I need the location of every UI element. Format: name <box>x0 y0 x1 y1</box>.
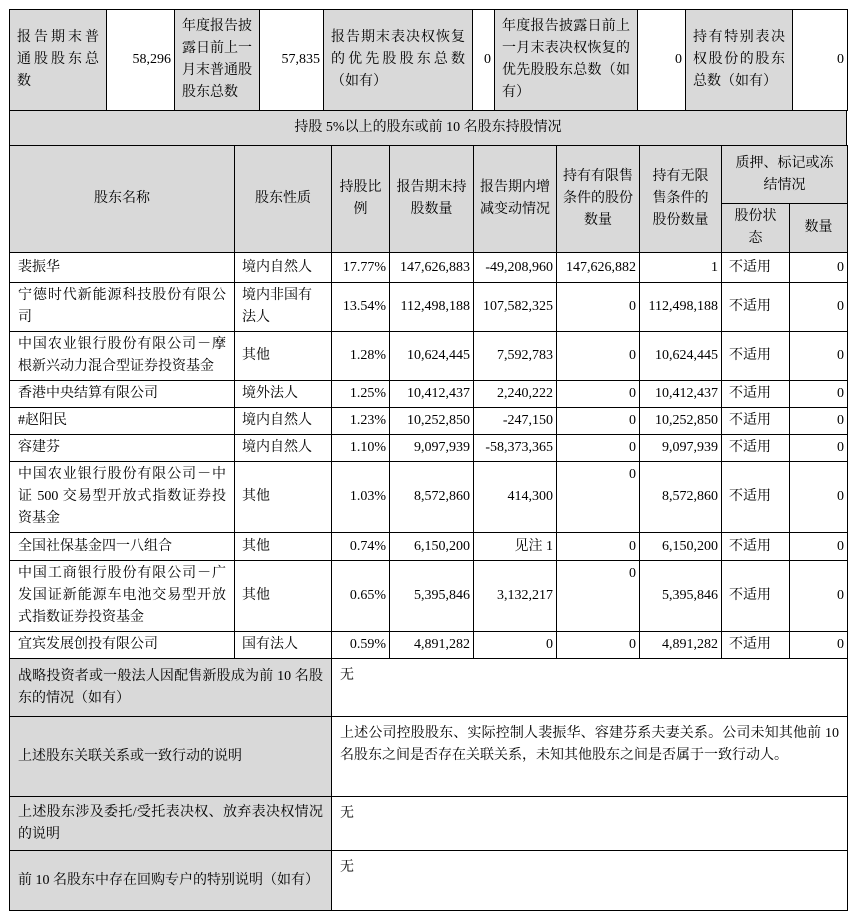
shares-end: 4,891,282 <box>390 632 474 659</box>
pledge-status: 不适用 <box>722 533 790 561</box>
unrestricted-shares: 10,624,445 <box>640 332 722 381</box>
change: 414,300 <box>474 462 557 533</box>
shareholder-name: 中国农业银行股份有限公司－摩根新兴动力混合型证券投资基金 <box>10 332 235 381</box>
holding-ratio: 1.03% <box>332 462 390 533</box>
unrestricted-shares: 4,891,282 <box>640 632 722 659</box>
prior-month-preferred-value: 0 <box>638 10 686 111</box>
header-change: 报告期内增减变动情况 <box>474 146 557 253</box>
pledge-qty: 0 <box>790 253 848 283</box>
unrestricted-shares: 9,097,939 <box>640 435 722 462</box>
restricted-shares: 0 <box>557 533 640 561</box>
related-party-note-value: 上述公司控股股东、实际控制人裴振华、容建芬系夫妻关系。公司未知其他前 10 名股东之间是否存在关联关系，未知其他股东之间是否属于一致行动人。 <box>332 717 848 797</box>
table-row <box>10 632 848 659</box>
holding-ratio: 1.23% <box>332 408 390 435</box>
table-row <box>10 408 848 435</box>
shareholder-report-section <box>9 9 847 911</box>
holding-ratio: 1.28% <box>332 332 390 381</box>
ordinary-shareholders-value: 58,296 <box>107 10 175 111</box>
unrestricted-shares: 112,498,188 <box>640 283 722 332</box>
restricted-shares: 0 <box>557 561 640 632</box>
unrestricted-shares: 8,572,860 <box>640 462 722 533</box>
header-pledge-qty: 数量 <box>790 204 848 253</box>
pledge-qty: 0 <box>790 283 848 332</box>
shareholder-name: #赵阳民 <box>10 408 235 435</box>
pledge-qty: 0 <box>790 408 848 435</box>
pledge-status: 不适用 <box>722 283 790 332</box>
shares-end: 9,097,939 <box>390 435 474 462</box>
prior-month-shareholders-label: 年度报告披露日前上一月末普通股股东总数 <box>175 10 260 111</box>
header-unrestricted-shares: 持有无限售条件的股份数量 <box>640 146 722 253</box>
pledge-qty: 0 <box>790 332 848 381</box>
change: 107,582,325 <box>474 283 557 332</box>
shares-end: 6,150,200 <box>390 533 474 561</box>
prior-month-preferred-label: 年度报告披露日前上一月末表决权恢复的优先股股东总数（如有） <box>495 10 638 111</box>
pledge-status: 不适用 <box>722 253 790 283</box>
pledge-status: 不适用 <box>722 632 790 659</box>
holding-ratio: 17.77% <box>332 253 390 283</box>
buyback-account-note-value: 无 <box>332 851 848 911</box>
shareholder-nature: 其他 <box>235 462 332 533</box>
shareholder-name: 宜宾发展创投有限公司 <box>10 632 235 659</box>
shares-end: 10,412,437 <box>390 381 474 408</box>
restricted-shares: 0 <box>557 332 640 381</box>
header-pledge-status: 股份状态 <box>722 204 790 253</box>
shareholder-nature: 国有法人 <box>235 632 332 659</box>
pledge-qty: 0 <box>790 632 848 659</box>
restricted-shares: 0 <box>557 462 640 533</box>
shareholder-nature: 境内自然人 <box>235 408 332 435</box>
preferred-shareholders-label: 报告期末表决权恢复的优先股股东总数（如有） <box>324 10 473 111</box>
shareholder-summary-table <box>9 9 848 111</box>
pledge-status: 不适用 <box>722 561 790 632</box>
unrestricted-shares: 5,395,846 <box>640 561 722 632</box>
table-row <box>10 253 848 283</box>
holding-ratio: 0.59% <box>332 632 390 659</box>
prior-month-shareholders-value: 57,835 <box>260 10 324 111</box>
table-row <box>10 462 848 533</box>
shareholder-name: 香港中央结算有限公司 <box>10 381 235 408</box>
preferred-shareholders-value: 0 <box>473 10 495 111</box>
shareholder-nature: 境内自然人 <box>235 435 332 462</box>
note-row <box>10 797 848 851</box>
pledge-qty: 0 <box>790 462 848 533</box>
holding-ratio: 0.65% <box>332 561 390 632</box>
change: 2,240,222 <box>474 381 557 408</box>
restricted-shares: 0 <box>557 435 640 462</box>
strategic-investor-note-label: 战略投资者或一般法人因配售新股成为前 10 名股东的情况（如有） <box>10 659 332 717</box>
holding-ratio: 13.54% <box>332 283 390 332</box>
top-shareholders-table <box>9 145 848 659</box>
unrestricted-shares: 6,150,200 <box>640 533 722 561</box>
header-holding-ratio: 持股比例 <box>332 146 390 253</box>
shareholder-name: 容建芬 <box>10 435 235 462</box>
pledge-qty: 0 <box>790 561 848 632</box>
restricted-shares: 0 <box>557 283 640 332</box>
change: -49,208,960 <box>474 253 557 283</box>
table-row <box>10 332 848 381</box>
pledge-status: 不适用 <box>722 332 790 381</box>
shares-end: 147,626,883 <box>390 253 474 283</box>
section-title: 持股 5%以上的股东或前 10 名股东持股情况 <box>10 111 847 146</box>
pledge-status: 不适用 <box>722 408 790 435</box>
pledge-qty: 0 <box>790 381 848 408</box>
change: 7,592,783 <box>474 332 557 381</box>
shares-end: 5,395,846 <box>390 561 474 632</box>
shares-end: 10,252,850 <box>390 408 474 435</box>
unrestricted-shares: 10,412,437 <box>640 381 722 408</box>
restricted-shares: 0 <box>557 408 640 435</box>
ordinary-shareholders-label: 报告期末普通股股东总数 <box>10 10 107 111</box>
note-row <box>10 659 848 717</box>
change: 见注 1 <box>474 533 557 561</box>
table-row <box>10 381 848 408</box>
table-row <box>10 561 848 632</box>
restricted-shares: 0 <box>557 632 640 659</box>
shareholder-nature: 其他 <box>235 332 332 381</box>
summary-row <box>10 10 848 111</box>
section-title-table <box>9 110 847 146</box>
shares-end: 8,572,860 <box>390 462 474 533</box>
pledge-status: 不适用 <box>722 435 790 462</box>
shareholder-nature: 境外法人 <box>235 381 332 408</box>
shareholder-name: 裴振华 <box>10 253 235 283</box>
shareholder-name: 中国农业银行股份有限公司－中证 500 交易型开放式指数证券投资基金 <box>10 462 235 533</box>
unrestricted-shares: 10,252,850 <box>640 408 722 435</box>
shareholder-name: 全国社保基金四一八组合 <box>10 533 235 561</box>
shareholder-name: 中国工商银行股份有限公司－广发国证新能源车电池交易型开放式指数证券投资基金 <box>10 561 235 632</box>
note-row <box>10 851 848 911</box>
note-row <box>10 717 848 797</box>
special-voting-shareholders-label: 持有特别表决权股份的股东总数（如有） <box>686 10 793 111</box>
holding-ratio: 0.74% <box>332 533 390 561</box>
header-restricted-shares: 持有有限售条件的股份数量 <box>557 146 640 253</box>
header-pledge: 质押、标记或冻结情况 <box>722 146 848 204</box>
related-party-note-label: 上述股东关联关系或一致行动的说明 <box>10 717 332 797</box>
pledge-qty: 0 <box>790 533 848 561</box>
header-shareholder-name: 股东名称 <box>10 146 235 253</box>
table-row <box>10 533 848 561</box>
restricted-shares: 0 <box>557 381 640 408</box>
holding-ratio: 1.10% <box>332 435 390 462</box>
header-shares-end: 报告期末持股数量 <box>390 146 474 253</box>
restricted-shares: 147,626,882 <box>557 253 640 283</box>
shareholder-nature: 其他 <box>235 533 332 561</box>
shareholder-nature: 境内非国有法人 <box>235 283 332 332</box>
shareholder-nature: 境内自然人 <box>235 253 332 283</box>
unrestricted-shares: 1 <box>640 253 722 283</box>
change: -58,373,365 <box>474 435 557 462</box>
shareholder-nature: 其他 <box>235 561 332 632</box>
table-header-row <box>10 146 848 204</box>
holding-ratio: 1.25% <box>332 381 390 408</box>
shareholder-name: 宁德时代新能源科技股份有限公司 <box>10 283 235 332</box>
change: 0 <box>474 632 557 659</box>
table-row <box>10 435 848 462</box>
pledge-status: 不适用 <box>722 462 790 533</box>
strategic-investor-note-value: 无 <box>332 659 848 717</box>
change: 3,132,217 <box>474 561 557 632</box>
change: -247,150 <box>474 408 557 435</box>
table-row <box>10 283 848 332</box>
voting-rights-note-value: 无 <box>332 797 848 851</box>
header-shareholder-nature: 股东性质 <box>235 146 332 253</box>
shares-end: 112,498,188 <box>390 283 474 332</box>
notes-table <box>9 658 848 911</box>
special-voting-shareholders-value: 0 <box>793 10 848 111</box>
buyback-account-note-label: 前 10 名股东中存在回购专户的特别说明（如有） <box>10 851 332 911</box>
pledge-qty: 0 <box>790 435 848 462</box>
voting-rights-note-label: 上述股东涉及委托/受托表决权、放弃表决权情况的说明 <box>10 797 332 851</box>
pledge-status: 不适用 <box>722 381 790 408</box>
shares-end: 10,624,445 <box>390 332 474 381</box>
